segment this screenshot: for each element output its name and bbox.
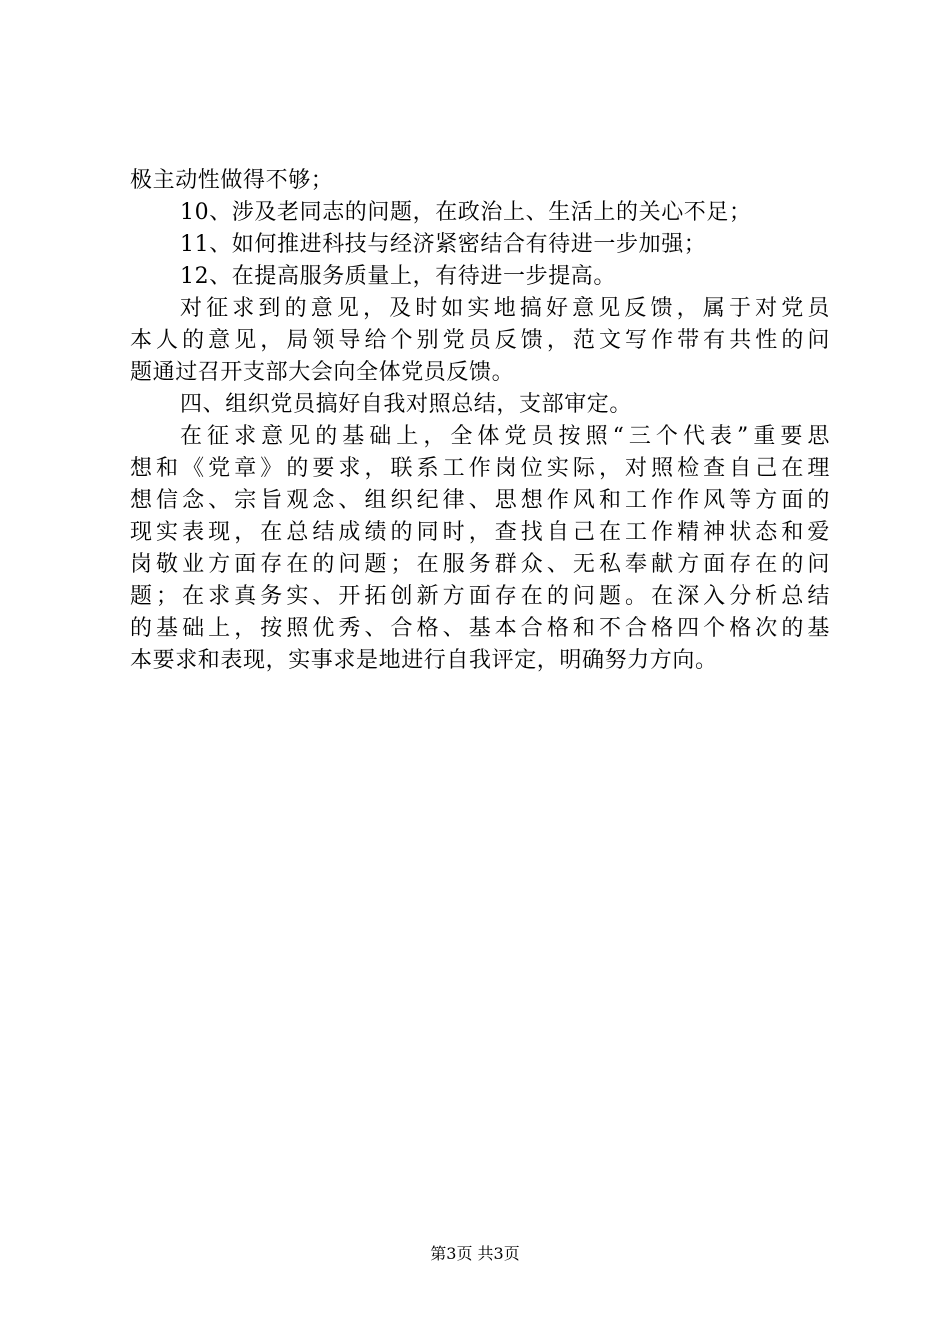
page-number: 第3页 共3页 xyxy=(430,1244,520,1263)
paragraph-line: 题通过召开支部大会向全体党员反馈。 xyxy=(130,360,515,385)
list-item-10: 10、涉及老同志的问题，在政治上、生活上的关心不足； xyxy=(180,200,752,225)
paragraph-line: 对征求到的意见，及时如实地搞好意见反馈，属于对党员 xyxy=(180,296,830,321)
list-item-11: 11、如何推进科技与经济紧密结合有待进一步加强； xyxy=(180,232,707,257)
paragraph-line: 现实表现，在总结成绩的同时，查找自己在工作精神状态和爱 xyxy=(130,520,830,545)
paragraph-line: 想和《党章》的要求，联系工作岗位实际，对照检查自己在理 xyxy=(130,456,830,481)
list-item-12: 12、在提高服务质量上，有待进一步提高。 xyxy=(180,264,616,289)
paragraph-line: 想信念、宗旨观念、组织纪律、思想作风和工作作风等方面的 xyxy=(130,488,830,513)
paragraph-line: 题；在求真务实、开拓创新方面存在的问题。在深入分析总结 xyxy=(130,584,830,609)
paragraph-line: 的基础上，按照优秀、合格、基本合格和不合格四个格次的基 xyxy=(130,616,830,641)
document-body xyxy=(130,165,830,677)
paragraph-line: 岗敬业方面存在的问题；在服务群众、无私奉献方面存在的问 xyxy=(130,552,830,577)
text-line: 极主动性做得不够； xyxy=(130,168,334,193)
paragraph-line: 本人的意见，局领导给个别党员反馈，范文写作带有共性的问 xyxy=(130,328,830,353)
paragraph-line: 在征求意见的基础上，全体党员按照“三个代表”重要思 xyxy=(180,424,830,449)
section-heading: 四、组织党员搞好自我对照总结，支部审定。 xyxy=(180,392,633,417)
paragraph-line: 本要求和表现，实事求是地进行自我评定，明确努力方向。 xyxy=(130,648,718,673)
